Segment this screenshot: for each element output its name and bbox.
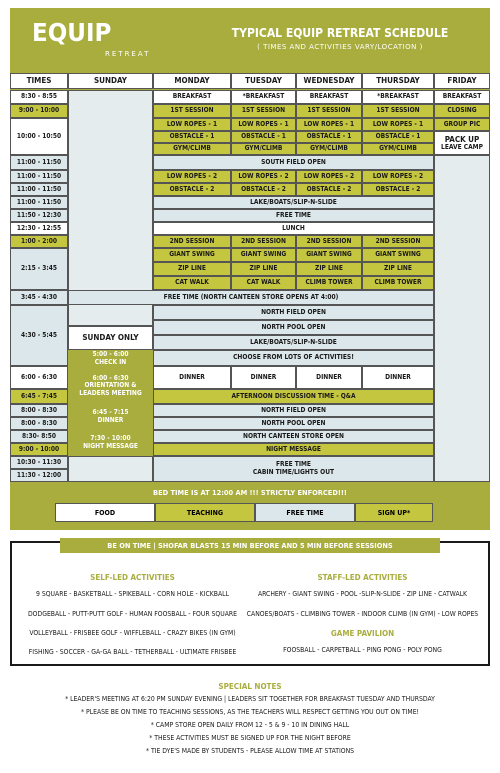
leaders-meeting-label: LEADERS MEETING [79,388,142,397]
pack-up-cell [434,131,490,155]
session-cell: 1ST SESSION [153,104,231,118]
session-cell: 2ND SESSION [153,235,231,248]
free-time-cell: FREE TIME [153,209,434,222]
legend-teaching: TEACHING [155,503,255,522]
orientation-time: 6:00 - 6:30 [92,373,129,382]
time-cell: 6:00 - 6:30 [10,366,68,389]
session-cell: 1ST SESSION [362,104,434,118]
special-note: * TIE DYE'S MADE BY STUDENTS - PLEASE ALLOW TIME AT STATIONS [145,747,355,755]
page-title: TYPICAL EQUIP RETREAT SCHEDULE [231,26,449,40]
time-cell: 10:30 - 11:30 [10,456,68,469]
staff-led-line: ARCHERY - GIANT SWING - POOL -SLIP-N-SLIDE - ZIP LINE - CATWALK [257,590,468,598]
breakfast-cell: BREAKFAST [296,90,362,104]
dinner-cell: DINNER [231,366,296,389]
time-cell: 4:30 - 5:45 [10,305,68,366]
col-header-sunday: SUNDAY [68,73,153,89]
col-header-monday: MONDAY [153,73,231,89]
time-cell: 11:50 - 12:30 [10,209,68,222]
free-time-label: FREE TIME [275,460,311,469]
activity-cell: LOW ROPES - 2 [153,170,231,183]
sunday-night-message [68,430,153,456]
self-led-line: DODGEBALL - PUTT-PUTT GOLF - HUMAN FOOSBALL - FOUR SQUARE [27,610,238,618]
time-cell: 11:00 - 11:50 [10,170,68,183]
time-cell: 8:00 - 8:30 [10,417,68,430]
night-message-cell: NIGHT MESSAGE [153,443,434,456]
leave-camp-label: LEAVE CAMP [441,142,483,151]
activity-cell: CAT WALK [231,276,296,290]
south-field-cell: SOUTH FIELD OPEN [153,155,434,170]
self-led-line: 9 SQUARE - BASKETBALL - SPIKEBALL - CORN HOLE - KICKBALL [36,590,229,598]
color-legend [55,503,433,522]
activity-cell: OBSTACLE - 1 [231,131,296,143]
group-pic-cell: GROUP PIC [434,118,490,131]
activity-cell: LOW ROPES - 1 [296,118,362,131]
activity-cell: GIANT SWING [296,248,362,262]
pack-up-label: PACK UP [444,134,480,144]
sunday-dinner-label: DINNER [97,416,124,424]
activity-cell: CAT WALK [153,276,231,290]
session-cell: 2ND SESSION [362,235,434,248]
activity-cell: LOW ROPES - 2 [362,170,434,183]
time-cell: 2:15 - 3:45 [10,248,68,290]
activity-cell: OBSTACLE - 2 [362,183,434,196]
night-message-label: NIGHT MESSAGE [83,442,138,450]
time-cell: 11:30 - 12:00 [10,469,68,482]
logo-main: EQUIP [32,18,112,47]
time-cell: 9:00 - 10:00 [10,443,68,456]
friday-blank-area [434,155,490,482]
activity-cell: LOW ROPES - 1 [231,118,296,131]
legend-sign-up: SIGN UP* [355,503,433,522]
sunday-only-label: SUNDAY ONLY [68,326,153,350]
col-header-times: TIMES [10,73,68,89]
col-header-friday: FRIDAY [434,73,490,89]
choose-activities-cell: CHOOSE FROM LOTS OF ACTIVITIES! [153,350,434,366]
time-cell: 11:00 - 11:50 [10,183,68,196]
check-in-label: CHECK IN [94,358,127,366]
activity-cell: OBSTACLE - 2 [231,183,296,196]
sunday-check-in [68,350,153,368]
activity-cell: OBSTACLE - 2 [153,183,231,196]
activity-cell: GYM/CLIMB [231,143,296,155]
time-cell: 8:30 - 8:55 [10,90,68,104]
breakfast-cell: *BREAKFAST [362,90,434,104]
north-pool-cell: NORTH POOL OPEN [153,320,434,335]
time-cell: 8:30- 8:50 [10,430,68,443]
activity-cell: LOW ROPES - 2 [296,170,362,183]
schedule-grid [10,70,490,530]
session-cell: 2ND SESSION [231,235,296,248]
activity-cell: LOW ROPES - 1 [362,118,434,131]
activity-cell: ZIP LINE [296,262,362,276]
col-header-wednesday: WEDNESDAY [296,73,362,89]
activity-cell: GYM/CLIMB [296,143,362,155]
equip-logo [32,18,151,58]
time-cell: 11:00 - 11:50 [10,196,68,209]
activity-cell: ZIP LINE [231,262,296,276]
legend-food: FOOD [55,503,155,522]
time-cell: 12:30 - 12:55 [10,222,68,235]
self-led-line: VOLLEYBALL - FRISBEE GOLF - WIFFLEBALL - CRAZY BIKES (IN GYM) [29,629,236,637]
north-pool-cell: NORTH POOL OPEN [153,417,434,430]
orientation-label: ORIENTATION & [84,381,137,390]
activity-cell: ZIP LINE [362,262,434,276]
col-header-thursday: THURSDAY [362,73,434,89]
activity-cell: OBSTACLE - 2 [296,183,362,196]
closing-cell: CLOSING [434,104,490,118]
page-subtitle: ( TIMES AND ACTIVITIES VARY/LOCATION ) [257,43,423,51]
session-cell: 2ND SESSION [296,235,362,248]
special-note: * THESE ACTIVITIES MUST BE SIGNED UP FOR THE NIGHT BEFORE [149,734,351,742]
staff-led-title: STAFF-LED ACTIVITIES [317,573,408,582]
special-notes-title: SPECIAL NOTES [218,682,282,691]
logo-sub: RETREAT [105,50,151,58]
session-cell: 1ST SESSION [231,104,296,118]
canteen-open-cell: NORTH CANTEEN STORE OPEN [153,430,434,443]
activity-cell: CLIMB TOWER [296,276,362,290]
time-cell: 11:00 - 11:50 [10,155,68,170]
activity-cell: GIANT SWING [153,248,231,262]
discussion-cell: AFTERNOON DISCUSSION TIME - Q&A [153,389,434,404]
dinner-cell: DINNER [153,366,231,389]
cabin-time-label: CABIN TIME/LIGHTS OUT [252,468,335,476]
bedtime-notice: BED TIME IS AT 12:00 AM !!! STRICTLY ENFORCED!!! [153,488,347,497]
north-field-cell: NORTH FIELD OPEN [153,305,434,320]
sunday-dinner [68,404,153,430]
legend-free-time: FREE TIME [255,503,355,522]
activity-cell: LOW ROPES - 2 [231,170,296,183]
time-cell: 10:00 - 10:50 [10,118,68,155]
game-pavilion-line: FOOSBALL - CARPETBALL - PING PONG - POLY PONG [283,646,442,654]
lake-cell: LAKE/BOATS/SLIP-N-SLIDE [153,335,434,350]
sunday-orientation [68,368,153,404]
activity-cell: LOW ROPES - 1 [153,118,231,131]
night-message-time: 7:30 - 10:00 [90,434,131,443]
activity-cell: CLIMB TOWER [362,276,434,290]
self-led-title: SELF-LED ACTIVITIES [90,573,175,582]
breakfast-cell: BREAKFAST [434,90,490,104]
sunday-dinner-time: 6:45 - 7:15 [92,408,129,417]
check-in-time: 5:00 - 6:00 [92,350,129,359]
activity-cell: OBSTACLE - 1 [153,131,231,143]
time-cell: 1:00 - 2:00 [10,235,68,248]
special-note: * LEADER'S MEETING AT 6:20 PM SUNDAY EVENING | LEADERS SIT TOGETHER FOR BREAKFAST TUESDAY AND THURSDAY [65,695,435,703]
activity-cell: GYM/CLIMB [153,143,231,155]
time-cell: 3:45 - 4:30 [10,290,68,305]
self-led-line: FISHING - SOCCER - GA-GA BALL - TETHERBALL - ULTIMATE FRISBEE [28,648,237,656]
sunday-late-blank [68,456,153,482]
special-note: * CAMP STORE OPEN DAILY FROM 12 - 5 & 9 - 10 IN DINING HALL [150,721,350,729]
lunch-cell: LUNCH [153,222,434,235]
game-pavilion-title: GAME PAVILION [330,629,395,638]
time-cell: 6:45 - 7:45 [10,389,68,404]
breakfast-cell: BREAKFAST [153,90,231,104]
activity-cell: OBSTACLE - 1 [296,131,362,143]
time-cell: 8:00 - 8:30 [10,404,68,417]
activity-cell: GIANT SWING [362,248,434,262]
header-banner [10,8,490,70]
activity-cell: OBSTACLE - 1 [362,131,434,143]
north-field-cell: NORTH FIELD OPEN [153,404,434,417]
dinner-cell: DINNER [362,366,434,389]
activity-cell: ZIP LINE [153,262,231,276]
lake-cell: LAKE/BOATS/SLIP-N-SLIDE [153,196,434,209]
free-time-cabin-cell [153,456,434,482]
activity-cell: GYM/CLIMB [362,143,434,155]
free-time-canteen-cell: FREE TIME (NORTH CANTEEN STORE OPENS AT 4:00) [68,290,434,305]
breakfast-cell: *BREAKFAST [231,90,296,104]
special-note: * PLEASE BE ON TIME TO TEACHING SESSIONS, AS THE TEACHERS WILL RESPECT GETTING YOU OUT ON TIME! [80,708,420,716]
dinner-cell: DINNER [296,366,362,389]
staff-led-line: CANOES/BOATS - CLIMBING TOWER - INDOOR CLIMB (IN GYM) - LOW ROPES [246,610,479,618]
on-time-banner: BE ON TIME | SHOFAR BLASTS 15 MIN BEFORE AND 5 MIN BEFORE SESSIONS [60,538,440,553]
session-cell: 1ST SESSION [296,104,362,118]
time-cell: 9:00 - 10:00 [10,104,68,118]
col-header-tuesday: TUESDAY [231,73,296,89]
activity-cell: GIANT SWING [231,248,296,262]
